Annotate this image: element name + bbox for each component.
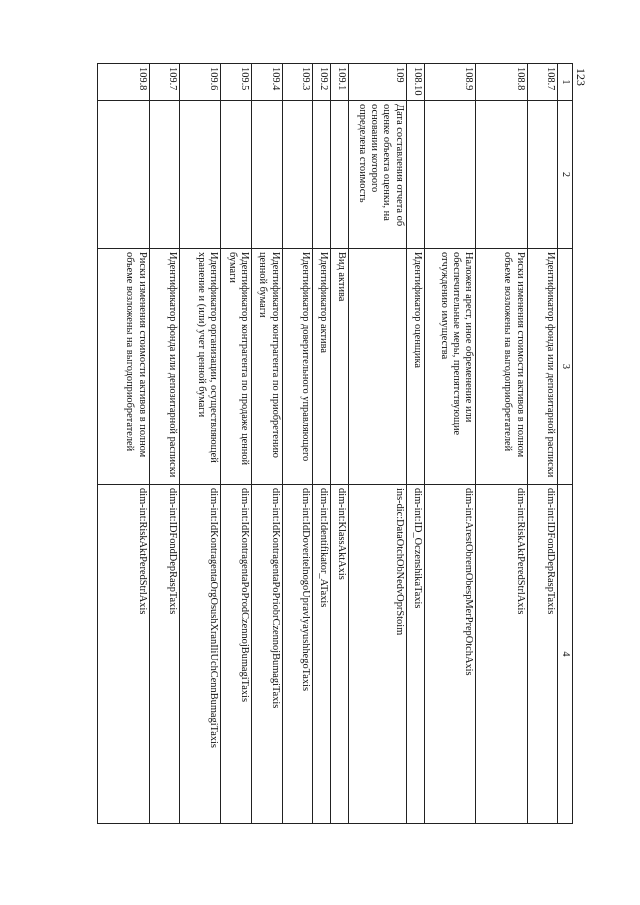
table-row (476, 64, 528, 824)
column-header: 3 (557, 249, 572, 485)
column-header: 4 (557, 485, 572, 824)
table-row (330, 64, 348, 824)
table-cell (149, 101, 179, 249)
table-cell: Идентификатор фонда или депозитарной расписки (527, 249, 557, 485)
table-cell: 109.3 (282, 64, 312, 101)
table-cell: Идентификатор контрагента по приобретению ценной бумаги (251, 249, 282, 485)
table-cell: 109.6 (179, 64, 220, 101)
table-row (179, 64, 220, 824)
table-cell: Идентификатор контрагента по продаже ценной бумаги (221, 249, 252, 485)
table-cell: 108.10 (406, 64, 424, 101)
table-cell (251, 101, 282, 249)
table-cell (221, 101, 252, 249)
table-row (406, 64, 424, 824)
table-cell: Риски изменения стоимости активов в полном объеме возложены на выгодоприобретателей (98, 249, 150, 485)
table-cell: Идентификатор доверительного управляющего (282, 249, 312, 485)
table-cell (282, 101, 312, 249)
table-cell: Вид актива (330, 249, 348, 485)
table-cell (527, 101, 557, 249)
table-cell: dim-int:IDFondDepRaspTaxis (527, 485, 557, 824)
table-cell: 109.2 (312, 64, 330, 101)
table-cell: 109 (348, 64, 406, 101)
rotated-table-container (97, 63, 573, 823)
table-row (251, 64, 282, 824)
table-row (348, 64, 406, 824)
table-cell (179, 101, 220, 249)
table-row (527, 64, 557, 824)
table-cell: Идентификатор оценщика (406, 249, 424, 485)
table-cell: dim-int:ArestObremObespMerPrepOtchAxis (424, 485, 476, 824)
page-number: 123 (574, 68, 588, 86)
table-row (424, 64, 476, 824)
table-cell (424, 101, 476, 249)
table-cell (312, 101, 330, 249)
table-cell: 108.8 (476, 64, 528, 101)
column-header: 2 (557, 101, 572, 249)
table-cell: Наложен арест, иное обременение или обеспечительные меры, препятствующие отчуждению имущества (424, 249, 476, 485)
table-cell: 109.4 (251, 64, 282, 101)
table-cell: dim-int:IdKontragentaOrgOsushXranIliUchCennBumagiTaxis (179, 485, 220, 824)
column-header: 1 (557, 64, 572, 101)
table-cell: Идентификатор фонда или депозитарной расписки (149, 249, 179, 485)
table-cell: 108.7 (527, 64, 557, 101)
table-row (282, 64, 312, 824)
table-header-row (557, 64, 572, 824)
table-cell (348, 249, 406, 485)
table-cell: dim-int:RiskAktPeredStrlAxis (476, 485, 528, 824)
table-cell: dim-int:IdDoveritelnogoUpravlyayushhegoTaxis (282, 485, 312, 824)
table-cell: dim-int:KlassAktAxis (330, 485, 348, 824)
table-cell: ins-dic:DataOtchObNedvOprStoim (348, 485, 406, 824)
table-cell: dim-int:ID_OczenshikaTaxis (406, 485, 424, 824)
table-cell: dim-int:IDFondDepRaspTaxis (149, 485, 179, 824)
table-cell: Идентификатор организации, осуществляющей хранение и (или) учет ценной бумаги (179, 249, 220, 485)
table-cell: 109.1 (330, 64, 348, 101)
table-row (98, 64, 150, 824)
table-cell (330, 101, 348, 249)
table-cell: Идентификатор актива (312, 249, 330, 485)
table-cell: 109.5 (221, 64, 252, 101)
table-row (221, 64, 252, 824)
table-cell: dim-int:IdKontragentaPoPriobrCzennojBumagiTaxis (251, 485, 282, 824)
table-cell: dim-int:RiskAktPeredStrlAxis (98, 485, 150, 824)
data-table (97, 63, 573, 824)
table-cell: Дата составления отчета об оценке объекта оценки, на основании которого определена стоимость (348, 101, 406, 249)
table-row (149, 64, 179, 824)
table-cell: 109.7 (149, 64, 179, 101)
table-cell: 108.9 (424, 64, 476, 101)
table-cell: dim-int:IdKontragentaPoProdCzennojBumagiTaxis (221, 485, 252, 824)
table-cell: dim-int:Identifikator_ATaxis (312, 485, 330, 824)
table-cell (476, 101, 528, 249)
table-row (312, 64, 330, 824)
table-cell (98, 101, 150, 249)
table-cell: 109.8 (98, 64, 150, 101)
table-cell: Риски изменения стоимости активов в полном объеме возложены на выгодоприобретателей (476, 249, 528, 485)
table-cell (406, 101, 424, 249)
